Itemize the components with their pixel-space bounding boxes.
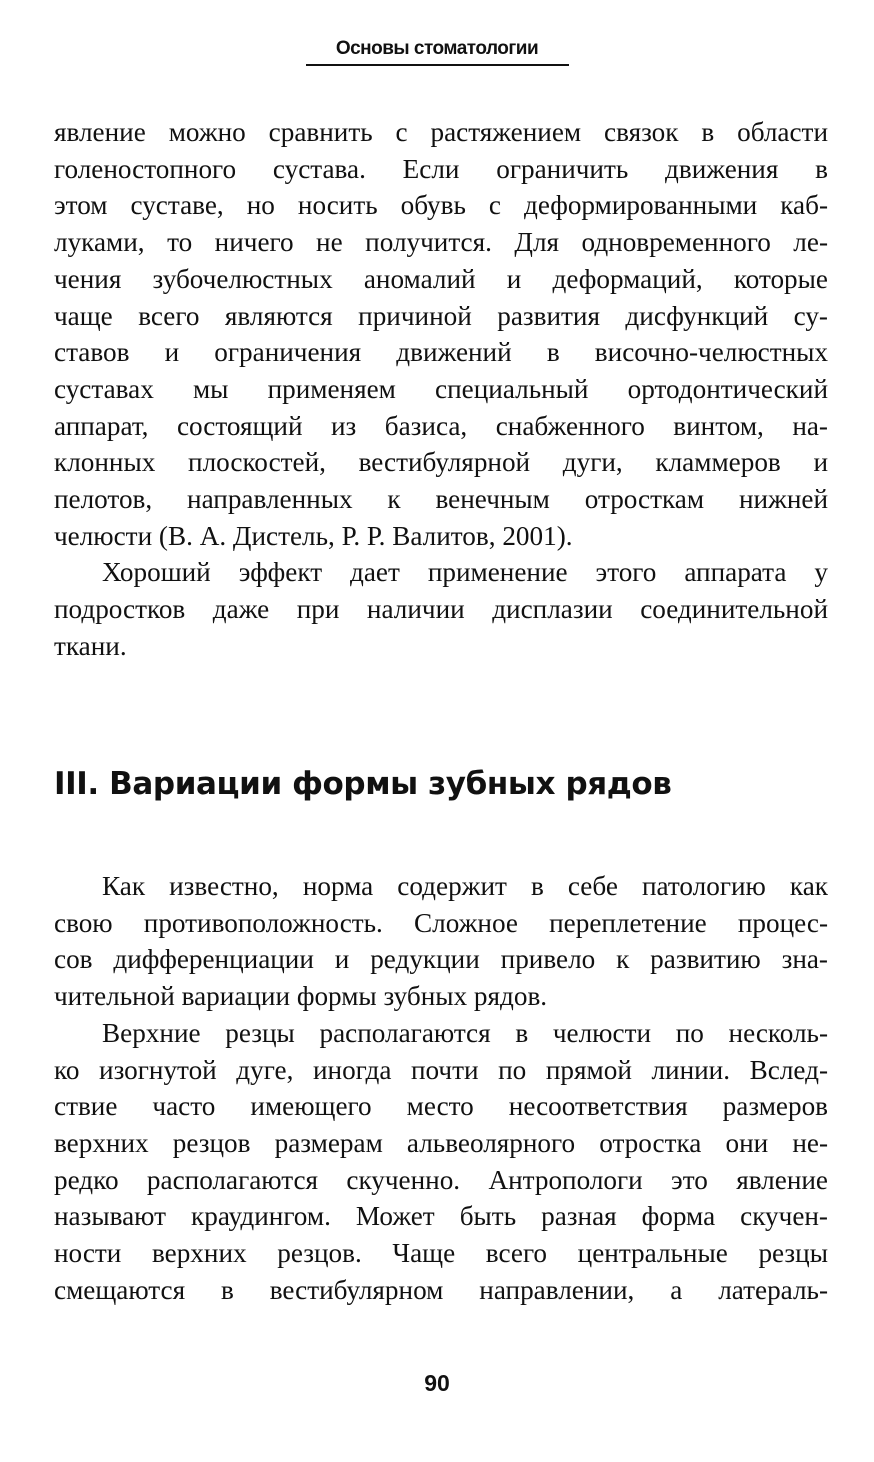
paragraph — [54, 1015, 828, 1309]
text-line: смещаются в вестибулярном направлении, а латераль- — [54, 1274, 828, 1305]
paragraph — [54, 114, 828, 554]
text-line: чения зубочелюстных аномалий и деформаций, которые — [54, 263, 828, 294]
text-line: клонных плоскостей, вестибулярной дуги, кламмеров и — [54, 447, 828, 478]
running-head-title: Основы стоматологии — [306, 38, 569, 66]
text-line: ко изогнутой дуге, иногда почти по прямой линии. Вслед- — [54, 1054, 828, 1085]
text-line: суставах мы применяем специальный ортодонтический — [54, 373, 828, 404]
text-line: чительной вариации формы зубных рядов. — [54, 981, 548, 1012]
text-line: подростков даже при наличии дисплазии соединительной — [54, 594, 828, 625]
text-line: Верхние резцы располагаются в челюсти по несколь- — [102, 1017, 828, 1048]
page-number: 90 — [424, 1370, 450, 1396]
text-line: аппарат, состоящий из базиса, снабженного винтом, на- — [54, 410, 828, 441]
section-heading: III. Вариации формы зубных рядов — [54, 766, 672, 802]
text-line: чаще всего являются причиной развития дисфункций су- — [54, 300, 828, 331]
paragraph — [54, 868, 828, 1015]
text-line: ткани. — [54, 630, 127, 661]
text-block-before-heading — [54, 114, 828, 665]
text-line: челюсти (В. А. Дистель, Р. Р. Валитов, 2001). — [54, 520, 573, 551]
text-line: Хороший эффект дает применение этого аппарата у — [102, 557, 828, 588]
text-line: пелотов, направленных к венечным отросткам нижней — [54, 484, 828, 515]
text-line: ставов и ограничения движений в височно-челюстных — [54, 337, 828, 368]
text-line: свою противоположность. Сложное переплетение процес- — [54, 907, 828, 938]
text-line: луками, то ничего не получится. Для одновременного ле- — [54, 227, 828, 258]
text-line: этом суставе, но носить обувь с деформированными каб- — [54, 190, 828, 221]
text-block-after-heading — [54, 868, 828, 1308]
text-line: Как известно, норма содержит в себе патологию как — [102, 871, 828, 901]
text-line: редко располагаются скученно. Антропологи это явление — [54, 1164, 828, 1195]
text-line: ствие часто имеющего место несоответствия размеров — [54, 1091, 828, 1122]
text-line: сов дифференциации и редукции привело к развитию зна- — [54, 944, 828, 975]
text-line: ности верхних резцов. Чаще всего центральные резцы — [54, 1238, 828, 1269]
text-line: верхних резцов размерам альвеолярного отростка они не- — [54, 1127, 828, 1158]
text-line: явление можно сравнить с растяжением связок в области — [54, 117, 828, 147]
running-head — [0, 38, 874, 66]
paragraph — [54, 554, 828, 664]
text-line: называют краудингом. Может быть разная форма скучен- — [54, 1201, 828, 1232]
text-line: голеностопного сустава. Если ограничить движения в — [54, 153, 828, 184]
